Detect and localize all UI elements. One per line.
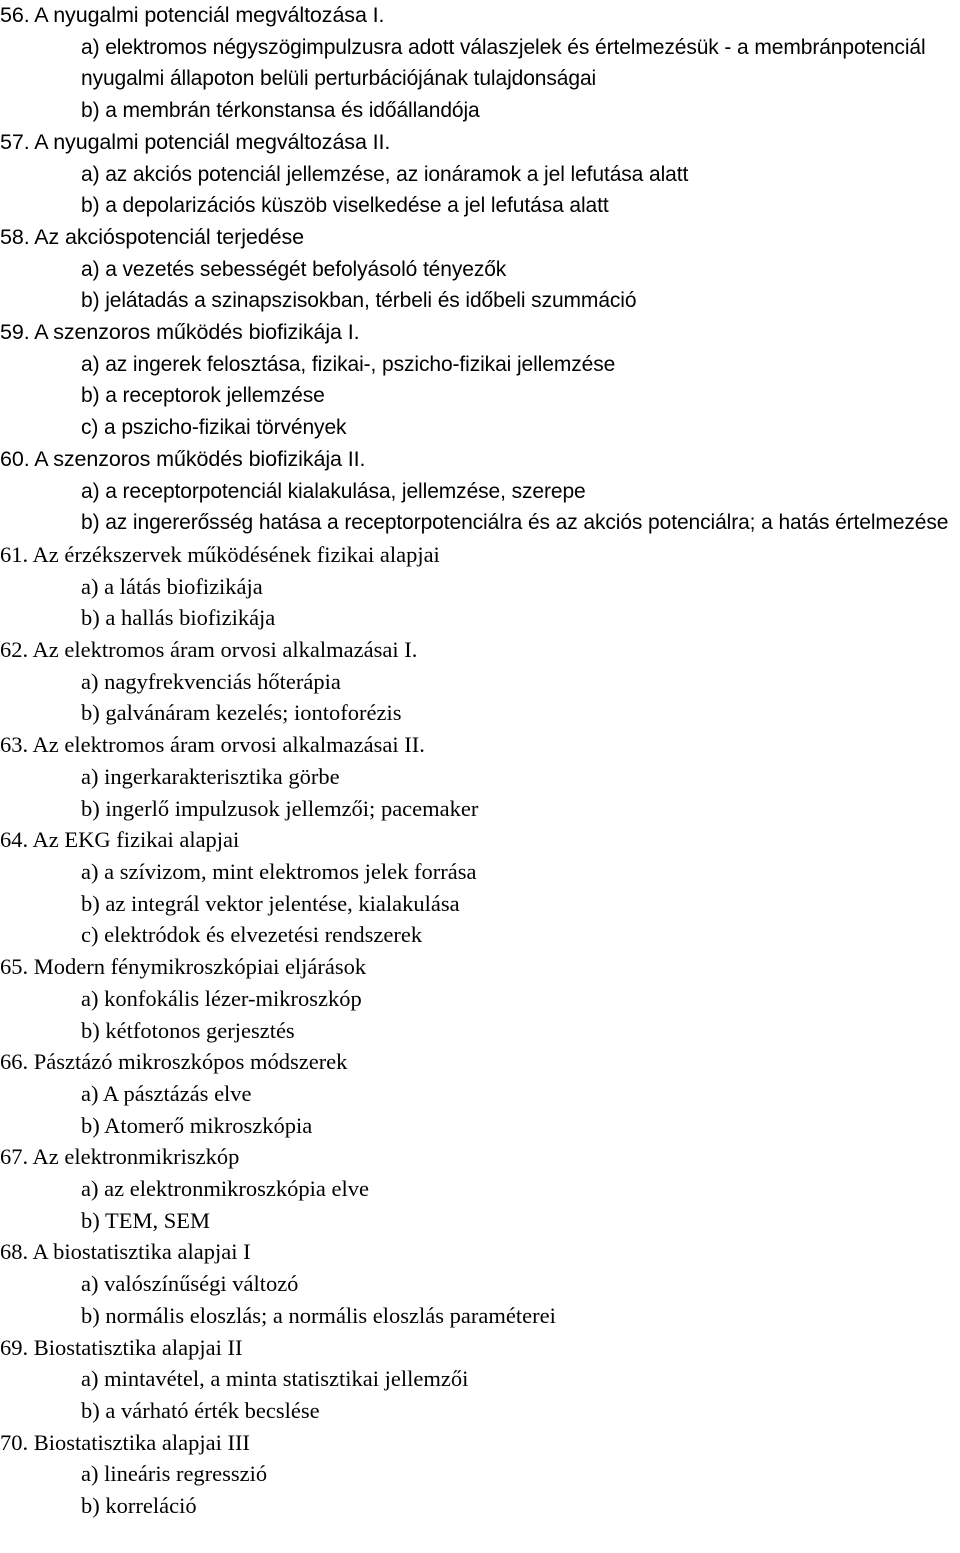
topic-item bbox=[0, 539, 960, 634]
topic-title: 64. Az EKG fizikai alapjai bbox=[0, 827, 240, 853]
topic-item bbox=[0, 729, 960, 824]
topic-title: 68. A biostatisztika alapjai I bbox=[0, 1239, 251, 1265]
subtopic: c) elektródok és elvezetési rendszerek bbox=[81, 922, 423, 948]
subtopic: b) korreláció bbox=[81, 1493, 197, 1519]
topic-item bbox=[0, 1427, 960, 1522]
subtopic: b) ingerlő impulzusok jellemzői; pacemaker bbox=[81, 795, 479, 821]
topic-item bbox=[0, 127, 960, 222]
subtopic: b) galvánáram kezelés; iontoforézis bbox=[81, 700, 402, 726]
subtopic: b) az integrál vektor jelentése, kialakulása bbox=[81, 890, 460, 916]
subtopic: b) kétfotonos gerjesztés bbox=[81, 1017, 295, 1043]
subtopic: b) a depolarizációs küszöb viselkedése a jel lefutása alatt bbox=[81, 194, 609, 218]
subtopic: a) az elektronmikroszkópia elve bbox=[81, 1176, 369, 1202]
subtopic: a) ingerkarakterisztika görbe bbox=[81, 763, 340, 789]
subtopic: b) Atomerő mikroszkópia bbox=[81, 1112, 313, 1138]
topic-item bbox=[0, 634, 960, 729]
topic-item bbox=[0, 1236, 960, 1331]
topic-title: 62. Az elektromos áram orvosi alkalmazásai I. bbox=[0, 637, 418, 663]
topic-item bbox=[0, 1141, 960, 1236]
topic-title: 57. A nyugalmi potenciál megváltozása II. bbox=[0, 129, 391, 154]
subtopic: b) a receptorok jellemzése bbox=[81, 384, 325, 408]
topic-item bbox=[0, 1046, 960, 1141]
subtopic: a) nagyfrekvenciás hőterápia bbox=[81, 668, 341, 694]
subtopic: a) az ingerek felosztása, fizikai-, pszicho-fizikai jellemzése bbox=[81, 352, 616, 376]
topic-item bbox=[0, 317, 960, 444]
subtopic: b) a membrán térkonstansa és időállandója bbox=[81, 99, 480, 123]
subtopic: b) TEM, SEM bbox=[81, 1207, 210, 1233]
subtopic: a) A pásztázás elve bbox=[81, 1080, 252, 1106]
subtopic: a) valószínűségi változó bbox=[81, 1271, 299, 1297]
topic-title: 63. Az elektromos áram orvosi alkalmazásai II. bbox=[0, 732, 425, 758]
topic-item bbox=[0, 222, 960, 317]
topic-item bbox=[0, 0, 960, 127]
subtopic: a) a vezetés sebességét befolyásoló tényezők bbox=[81, 257, 507, 281]
topic-title: 60. A szenzoros működés biofizikája II. bbox=[0, 446, 366, 471]
topic-item bbox=[0, 444, 960, 539]
topic-title: 56. A nyugalmi potenciál megváltozása I. bbox=[0, 3, 385, 27]
topic-title: 59. A szenzoros működés biofizikája I. bbox=[0, 320, 360, 345]
topic-title: 61. Az érzékszervek működésének fizikai alapjai bbox=[0, 541, 440, 567]
subtopic: a) elektromos négyszögimpulzusra adott válaszjelek és értelmezésük - a membránpotenciál nyugalmi állapoton belüli perturbációjának tulajdonságai bbox=[81, 35, 926, 91]
subtopic: a) mintavétel, a minta statisztikai jellemzői bbox=[81, 1366, 469, 1392]
subtopic: a) a szívizom, mint elektromos jelek forrása bbox=[81, 858, 477, 884]
subtopic: a) az akciós potenciál jellemzése, az ionáramok a jel lefutása alatt bbox=[81, 162, 689, 186]
subtopic: a) lineáris regresszió bbox=[81, 1461, 268, 1487]
topic-title: 70. Biostatisztika alapjai III bbox=[0, 1429, 250, 1455]
topic-title: 67. Az elektronmikriszkóp bbox=[0, 1144, 240, 1170]
subtopic: b) normális eloszlás; a normális eloszlás paraméterei bbox=[81, 1302, 556, 1328]
topic-title: 66. Pásztázó mikroszkópos módszerek bbox=[0, 1049, 348, 1075]
topic-title: 65. Modern fénymikroszkópiai eljárások bbox=[0, 954, 367, 980]
subtopic: a) konfokális lézer-mikroszkóp bbox=[81, 985, 362, 1011]
topic-item bbox=[0, 951, 960, 1046]
topic-title: 69. Biostatisztika alapjai II bbox=[0, 1334, 243, 1360]
subtopic: b) a várható érték becslése bbox=[81, 1397, 320, 1423]
topic-item bbox=[0, 1332, 960, 1427]
subtopic: b) az ingererősség hatása a receptorpotenciálra és az akciós potenciálra; a hatás értelmezése bbox=[81, 511, 949, 535]
topic-title: 58. Az akcióspotenciál terjedése bbox=[0, 224, 304, 249]
subtopic: a) a látás biofizikája bbox=[81, 573, 263, 599]
subtopic: b) jelátadás a szinapszisokban, térbeli és időbeli szummáció bbox=[81, 289, 637, 313]
subtopic: a) a receptorpotenciál kialakulása, jellemzése, szerepe bbox=[81, 479, 586, 503]
topic-item bbox=[0, 824, 960, 951]
subtopic: c) a pszicho-fizikai törvények bbox=[81, 416, 347, 440]
subtopic: b) a hallás biofizikája bbox=[81, 605, 276, 631]
